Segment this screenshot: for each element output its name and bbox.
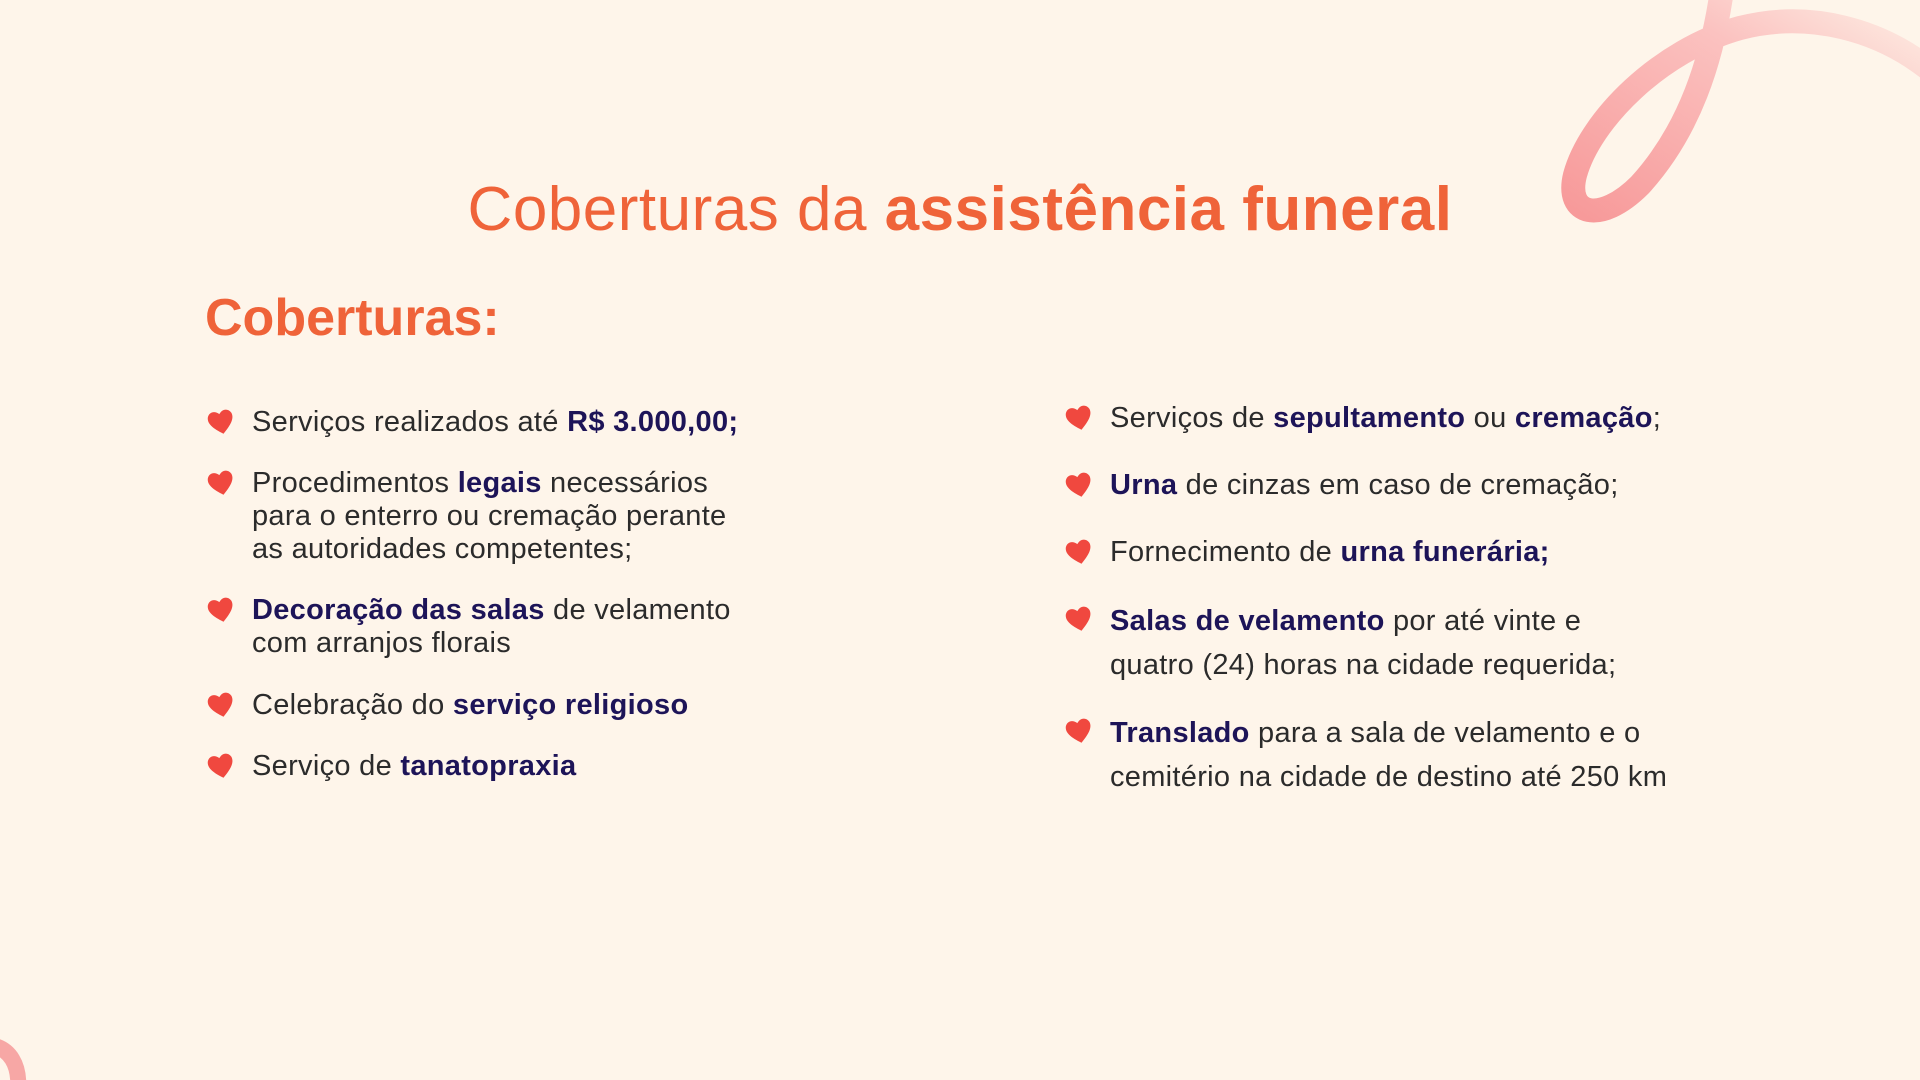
list-item bbox=[1110, 599, 1616, 687]
item-text: Serviços realizados até bbox=[252, 406, 568, 438]
item-text-line: com arranjos florais bbox=[252, 627, 512, 659]
list-item bbox=[252, 750, 576, 783]
list-item bbox=[1110, 711, 1667, 799]
item-emphasis: Decoração das salas bbox=[252, 594, 545, 626]
item-text: ; bbox=[1652, 402, 1662, 434]
list-item bbox=[252, 594, 731, 660]
heart-icon bbox=[206, 752, 236, 780]
item-text: de cinzas em caso de cremação; bbox=[1177, 469, 1619, 501]
item-text: Fornecimento de bbox=[1110, 536, 1341, 568]
heart-icon bbox=[1064, 471, 1094, 499]
item-emphasis: Translado bbox=[1110, 717, 1250, 749]
heart-icon bbox=[206, 408, 236, 436]
page-title bbox=[0, 172, 1920, 248]
heart-icon bbox=[1064, 404, 1094, 432]
list-item bbox=[1110, 536, 1550, 569]
heart-icon bbox=[1064, 605, 1094, 633]
list-item bbox=[252, 406, 738, 439]
item-emphasis: serviço religioso bbox=[452, 689, 689, 721]
page-title-light: Coberturas da bbox=[467, 175, 885, 244]
heart-icon bbox=[206, 691, 236, 719]
item-text: Procedimentos bbox=[252, 467, 458, 499]
item-text: necessários bbox=[541, 467, 709, 499]
list-item bbox=[252, 689, 688, 722]
item-text: de velamento bbox=[544, 594, 731, 626]
item-text: para a sala de velamento e o bbox=[1249, 717, 1641, 749]
item-text: por até vinte e bbox=[1384, 605, 1582, 637]
heart-icon bbox=[206, 596, 236, 624]
item-text: Serviço de bbox=[252, 750, 401, 782]
item-text-line: as autoridades competentes; bbox=[252, 533, 633, 565]
item-text-line: quatro (24) horas na cidade requerida; bbox=[1110, 649, 1617, 681]
item-emphasis: urna funerária; bbox=[1340, 536, 1550, 568]
item-emphasis: cremação bbox=[1514, 402, 1653, 434]
page-title-bold: assistência funeral bbox=[884, 175, 1453, 244]
item-text: Serviços de bbox=[1110, 402, 1274, 434]
item-emphasis: Urna bbox=[1110, 469, 1178, 501]
heart-icon bbox=[206, 469, 236, 497]
item-text: ou bbox=[1465, 402, 1515, 434]
item-text: Celebração do bbox=[252, 689, 453, 721]
list-item bbox=[252, 467, 726, 566]
item-emphasis: Salas de velamento bbox=[1110, 605, 1385, 637]
item-text-line: cemitério na cidade de destino até 250 km bbox=[1110, 761, 1668, 793]
item-emphasis: sepultamento bbox=[1273, 402, 1466, 434]
list-item bbox=[1110, 469, 1619, 502]
section-heading: Coberturas: bbox=[205, 289, 500, 347]
heart-icon bbox=[1064, 717, 1094, 745]
item-emphasis: legais bbox=[457, 467, 542, 499]
item-emphasis: R$ 3.000,00; bbox=[567, 406, 739, 438]
item-emphasis: tanatopraxia bbox=[400, 750, 577, 782]
list-item bbox=[1110, 402, 1661, 435]
item-text-line: para o enterro ou cremação perante bbox=[252, 500, 727, 532]
heart-icon bbox=[1064, 538, 1094, 566]
